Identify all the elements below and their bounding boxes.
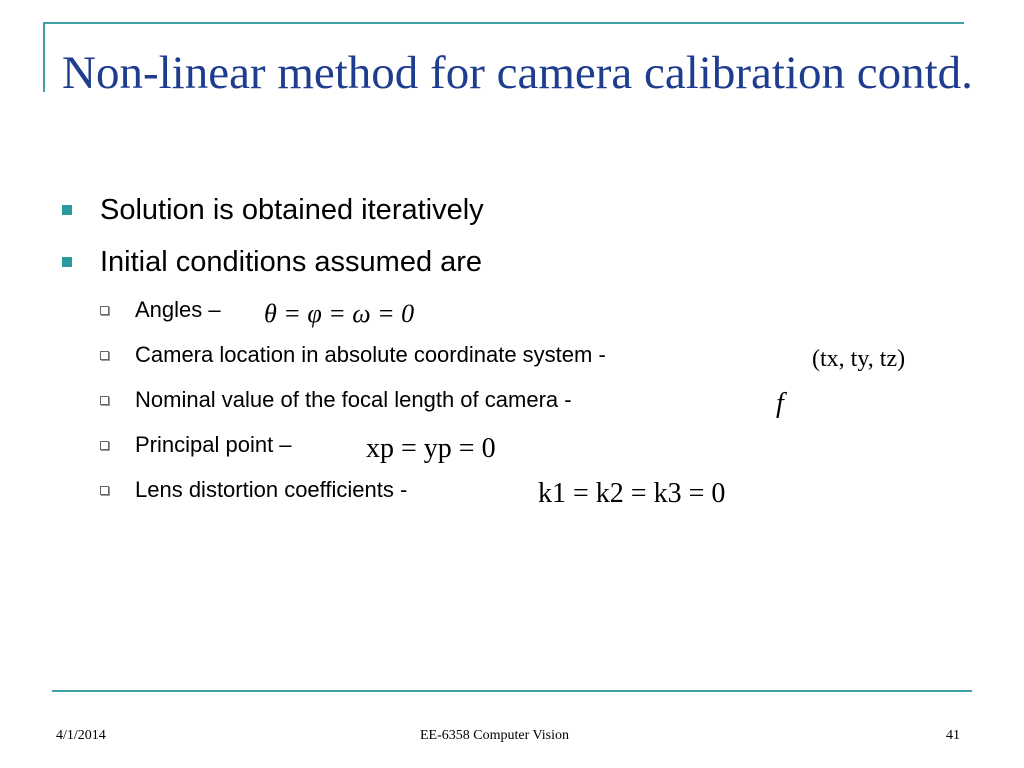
sub-item-focal-length <box>100 386 572 414</box>
sub-item-text: Angles – <box>135 297 221 322</box>
hollow-square-bullet-icon <box>100 486 109 495</box>
square-bullet-icon <box>62 205 72 215</box>
bullet-item <box>62 245 482 279</box>
angles-equation <box>262 292 462 332</box>
footer-course-name: EE-6358 Computer Vision <box>420 728 570 743</box>
camera-location-equation-text: (tx, ty, tz) <box>812 346 906 372</box>
sub-item-text: Camera location in absolute coordinate system - <box>135 342 606 367</box>
sub-item-text: Principal point – <box>135 432 292 457</box>
sub-item-text: Nominal value of the focal length of camera - <box>135 387 572 412</box>
hollow-square-bullet-icon <box>100 306 109 315</box>
footer-divider <box>52 690 972 692</box>
footer-page-number: 41 <box>946 728 960 743</box>
sub-item-camera-location <box>100 341 606 369</box>
sub-item-angles <box>100 296 221 324</box>
focal-length-equation <box>770 382 810 426</box>
left-border-line <box>43 22 45 92</box>
hollow-square-bullet-icon <box>100 396 109 405</box>
slide-title: Non-linear method for camera calibration contd. <box>62 47 973 99</box>
principal-point-equation <box>366 425 556 473</box>
focal-length-equation-text: f <box>776 388 784 419</box>
hollow-square-bullet-icon <box>100 441 109 450</box>
angles-equation-text: θ = φ = ω = 0 <box>264 299 415 328</box>
top-border-line <box>44 22 964 24</box>
footer-date: 4/1/2014 <box>56 728 106 743</box>
bullet-text: Initial conditions assumed are <box>100 246 483 278</box>
sub-item-lens-distortion <box>100 476 407 504</box>
bullet-text: Solution is obtained iteratively <box>100 194 484 226</box>
lens-distortion-equation <box>538 470 778 518</box>
camera-location-equation <box>812 336 962 380</box>
sub-item-principal-point <box>100 431 292 459</box>
bullet-item <box>62 193 484 227</box>
square-bullet-icon <box>62 257 72 267</box>
principal-point-equation-text: xp = yp = 0 <box>366 433 496 464</box>
hollow-square-bullet-icon <box>100 351 109 360</box>
sub-item-text: Lens distortion coefficients - <box>135 477 408 502</box>
lens-distortion-equation-text: k1 = k2 = k3 = 0 <box>538 478 726 509</box>
